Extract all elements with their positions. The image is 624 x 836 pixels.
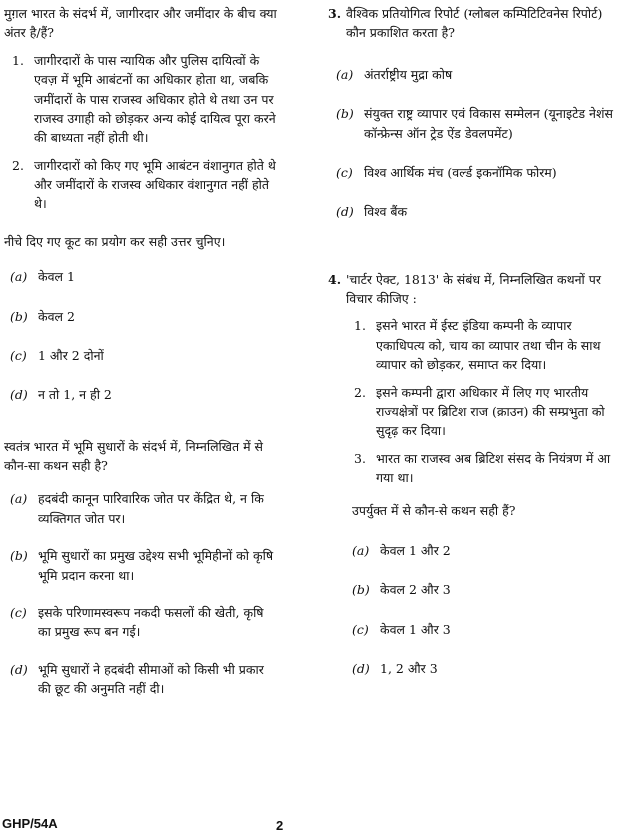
option-a[interactable] bbox=[330, 541, 620, 560]
question-stem: मुग़ल भारत के संदर्भ में, जागीरदार और जमींदार के बीच क्या अंतर है/हैं? bbox=[4, 6, 277, 41]
option-label: (a) bbox=[352, 542, 370, 558]
option-c[interactable] bbox=[330, 620, 620, 639]
statement-number: 1. bbox=[12, 52, 24, 68]
question-stem: 'चार्टर ऐक्ट, 1813' के संबंध में, निम्नलिखित कथनों पर विचार कीजिए : bbox=[346, 271, 601, 306]
option-a[interactable] bbox=[4, 489, 280, 528]
option-text: भूमि सुधारों का प्रमुख उद्देश्य सभी भूमिहीनों को कृषि भूमि प्रदान करना था। bbox=[38, 548, 274, 583]
question-text: उपर्युक्त में से कौन-से कथन सही हैं? bbox=[352, 503, 516, 519]
option-label: (c) bbox=[10, 347, 27, 363]
statement-3 bbox=[330, 449, 620, 488]
option-a[interactable] bbox=[4, 267, 280, 286]
option-text: संयुक्त राष्ट्र व्यापार एवं विकास सम्मेलन (यूनाइटेड नेशंस कॉन्फ्रेन्स ऑन ट्रेड ऐंड डेवलपमेंट) bbox=[364, 106, 613, 141]
question-stem: स्वतंत्र भारत में भूमि सुधारों के संदर्भ में, निम्नलिखित में से कौन-सा कथन सही है? bbox=[4, 438, 264, 473]
option-text: अंतर्राष्ट्रीय मुद्रा कोष bbox=[364, 66, 453, 82]
option-label: (d) bbox=[10, 387, 28, 403]
option-d[interactable] bbox=[4, 660, 280, 699]
option-text: केवल 1 bbox=[38, 269, 75, 285]
option-label: (a) bbox=[10, 269, 28, 285]
option-d[interactable] bbox=[330, 659, 620, 678]
option-text: भूमि सुधारों ने हदबंदी सीमाओं को किसी भी प्रकार की छूट की अनुमति नहीं दी। bbox=[38, 661, 264, 696]
option-text: 1 और 2 दोनों bbox=[38, 347, 104, 363]
statement-text: जागीरदारों के पास न्यायिक और पुलिस दायित्वों के एवज़ में भूमि आबंटनों का अधिकार होता था, जबकि जमींदारों के पास राजस्व अधिकार होते थे तथा उन पर राजस्व उगाही को छोड़कर अन्य कोई दायित्व पूरा करने की बाध्यता नहीं होती थी। bbox=[34, 52, 276, 146]
option-label: (a) bbox=[10, 491, 28, 507]
statement-text: भारत का राजस्व अब ब्रिटिश संसद के नियंत्रण में आ गया था। bbox=[376, 450, 611, 485]
statement-1 bbox=[4, 51, 280, 148]
right-column bbox=[330, 0, 620, 678]
statement-number: 2. bbox=[354, 384, 366, 400]
option-label: (d) bbox=[336, 204, 354, 220]
option-a[interactable] bbox=[330, 65, 620, 84]
option-label: (c) bbox=[10, 604, 27, 620]
option-b[interactable] bbox=[330, 104, 620, 143]
option-label: (b) bbox=[10, 308, 28, 324]
exam-code: GHP/54A bbox=[2, 816, 58, 831]
statement-text: जागीरदारों को किए गए भूमि आबंटन वंशानुगत होते थे और जमींदारों के राजस्व अधिकार वंशानुगत नहीं होते थे। bbox=[34, 157, 276, 212]
option-b[interactable] bbox=[330, 580, 620, 599]
option-text: केवल 2 और 3 bbox=[380, 582, 451, 598]
statement-number: 3. bbox=[354, 450, 366, 466]
option-label: (a) bbox=[336, 66, 354, 82]
page-number: 2 bbox=[276, 818, 284, 833]
option-c[interactable] bbox=[330, 163, 620, 182]
question-4 bbox=[330, 270, 620, 309]
option-c[interactable] bbox=[4, 603, 280, 642]
statement-2 bbox=[330, 383, 620, 441]
statement-number: 2. bbox=[12, 157, 24, 173]
option-text: इसके परिणामस्वरूप नकदी फसलों की खेती, कृषि का प्रमुख रूप बन गई। bbox=[38, 604, 264, 640]
statement-text: इसने कम्पनी द्वारा अधिकार में लिए गए भारतीय राज्यक्षेत्रों पर ब्रिटिश राज (क्राउन) की सम्प्रभुता को सुदृढ़ कर दिया। bbox=[376, 384, 605, 439]
option-text: केवल 1 और 3 bbox=[380, 621, 451, 637]
question-stem: वैश्विक प्रतियोगित्व रिपोर्ट (ग्लोबल कम्पिटिटिवनेस रिपोर्ट) कौन प्रकाशित करता है? bbox=[346, 6, 603, 41]
option-label: (c) bbox=[352, 621, 369, 637]
option-b[interactable] bbox=[4, 307, 280, 326]
option-d[interactable] bbox=[4, 385, 280, 404]
question-3 bbox=[330, 4, 620, 43]
option-label: (d) bbox=[352, 660, 370, 676]
question-number: 4. bbox=[328, 271, 342, 287]
option-c[interactable] bbox=[4, 346, 280, 365]
question-number: 3. bbox=[328, 6, 342, 21]
statement-number: 1. bbox=[354, 318, 366, 334]
option-label: (c) bbox=[336, 164, 353, 180]
option-text: 1, 2 और 3 bbox=[380, 660, 438, 676]
option-text: न तो 1, न ही 2 bbox=[38, 387, 112, 403]
statement-2 bbox=[4, 156, 280, 214]
option-text: केवल 2 bbox=[38, 308, 75, 324]
statement-text: इसने भारत में ईस्ट इंडिया कम्पनी के व्यापार एकाधिपत्य को, चाय का व्यापार तथा चीन के साथ व्यापार को छोड़कर, समाप्त कर दिया। bbox=[376, 318, 601, 373]
option-label: (b) bbox=[336, 106, 354, 122]
option-text: विश्व बैंक bbox=[364, 204, 408, 220]
left-column bbox=[4, 0, 280, 698]
option-label: (b) bbox=[10, 548, 28, 564]
instruction-text: नीचे दिए गए कूट का प्रयोग कर सही उत्तर चुनिए। bbox=[4, 233, 226, 249]
option-text: केवल 1 और 2 bbox=[380, 542, 451, 558]
option-b[interactable] bbox=[4, 546, 280, 585]
option-text: विश्व आर्थिक मंच (वर्ल्ड इकनॉमिक फोरम) bbox=[364, 164, 557, 180]
option-label: (d) bbox=[10, 661, 28, 677]
option-label: (b) bbox=[352, 582, 370, 598]
option-text: हदबंदी कानून पारिवारिक जोत पर केंद्रित थे, न कि व्यक्तिगत जोत पर। bbox=[38, 491, 264, 526]
option-d[interactable] bbox=[330, 202, 620, 221]
statement-1 bbox=[330, 316, 620, 374]
